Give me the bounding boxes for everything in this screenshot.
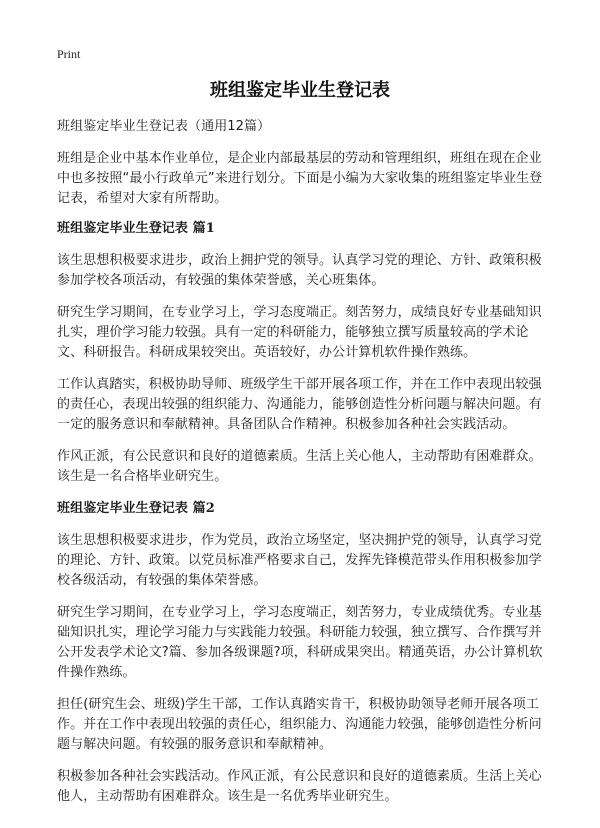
page-title: 班组鉴定毕业生登记表 <box>210 80 390 101</box>
section-heading-2: 班组鉴定毕业生登记表 篇2 <box>57 501 215 516</box>
section-2-paragraph-1: 该生思想积极要求进步，作为党员，政治立场坚定，坚决拥护党的领导，认真学习党的理论、方针、政策。以党员标准严格要求自己，发挥先锋模范带头作用积极参加学校各级活动，有较强的集体荣誉感。 <box>57 533 542 588</box>
print-link[interactable]: Print <box>57 47 81 61</box>
intro-paragraph: 班组是企业中基本作业单位，是企业内部最基层的劳动和管理组织，班组在现在企业中也多按照“最小行政单元”来进行划分。下面是小编为大家收集的班组鉴定毕业生登记表，希望对大家有所帮助。 <box>57 151 543 206</box>
document-subtitle: 班组鉴定毕业生登记表（通用12篇） <box>57 119 271 134</box>
section-1-paragraph-2: 研究生学习期间，在专业学习上，学习态度端正。刻苦努力，成绩良好专业基础知识扎实，理价学习能力较强。具有一定的科研能力，能够独立撰写质量较高的学术论文、科研报告。科研成果较突出。英语较好，办公计算机软件操作熟练。 <box>57 305 542 360</box>
section-1-paragraph-1: 该生思想积极要求进步，政治上拥护党的领导。认真学习党的理论、方针、政策积极参加学校各项活动，有较强的集体荣誉感，关心班集体。 <box>57 253 542 288</box>
section-1-paragraph-3: 工作认真踏实，积极协助导师、班级学生干部开展各项工作，并在工作中表现出较强的责任心，表现出较强的组织能力、沟通能力，能够创造性分析问题与解决问题。有一定的服务意识和奉献精神。具备团队合作精神。积极参加各种社会实践活动。 <box>57 377 542 432</box>
document-body <box>57 117 544 819</box>
section-1-paragraph-4: 作风正派，有公民意识和良好的道德素质。生活上关心他人，主动帮助有困难群众。该生是一名合格毕业研究生。 <box>57 449 542 484</box>
section-2-paragraph-4: 积极参加各种社会实践活动。作风正派，有公民意识和良好的道德素质。生活上关心他人，主动帮助有困难群众。该生是一名优秀毕业研究生。 <box>57 769 542 804</box>
section-2-paragraph-3: 担任(研究生会、班级)学生干部，工作认真踏实肯干，积极协助领导老师开展各项工作。并在工作中表现出较强的责任心，组织能力、沟通能力较强，能够创造性分析问题与解决问题。有较强的服务意识和奉献精神。 <box>57 697 542 752</box>
section-2-paragraph-2: 研究生学习期间，在专业学习上，学习态度端正，刻苦努力，专业成绩优秀。专业基础知识扎实，理论学习能力与实践能力较强。科研能力较强，独立撰写、合作撰写并公开发表学术论文?篇、参加各级课题?项，科研成果突出。精通英语，办公计算机软件操作熟练。 <box>57 605 543 680</box>
section-heading-1: 班组鉴定毕业生登记表 篇1 <box>57 221 215 236</box>
